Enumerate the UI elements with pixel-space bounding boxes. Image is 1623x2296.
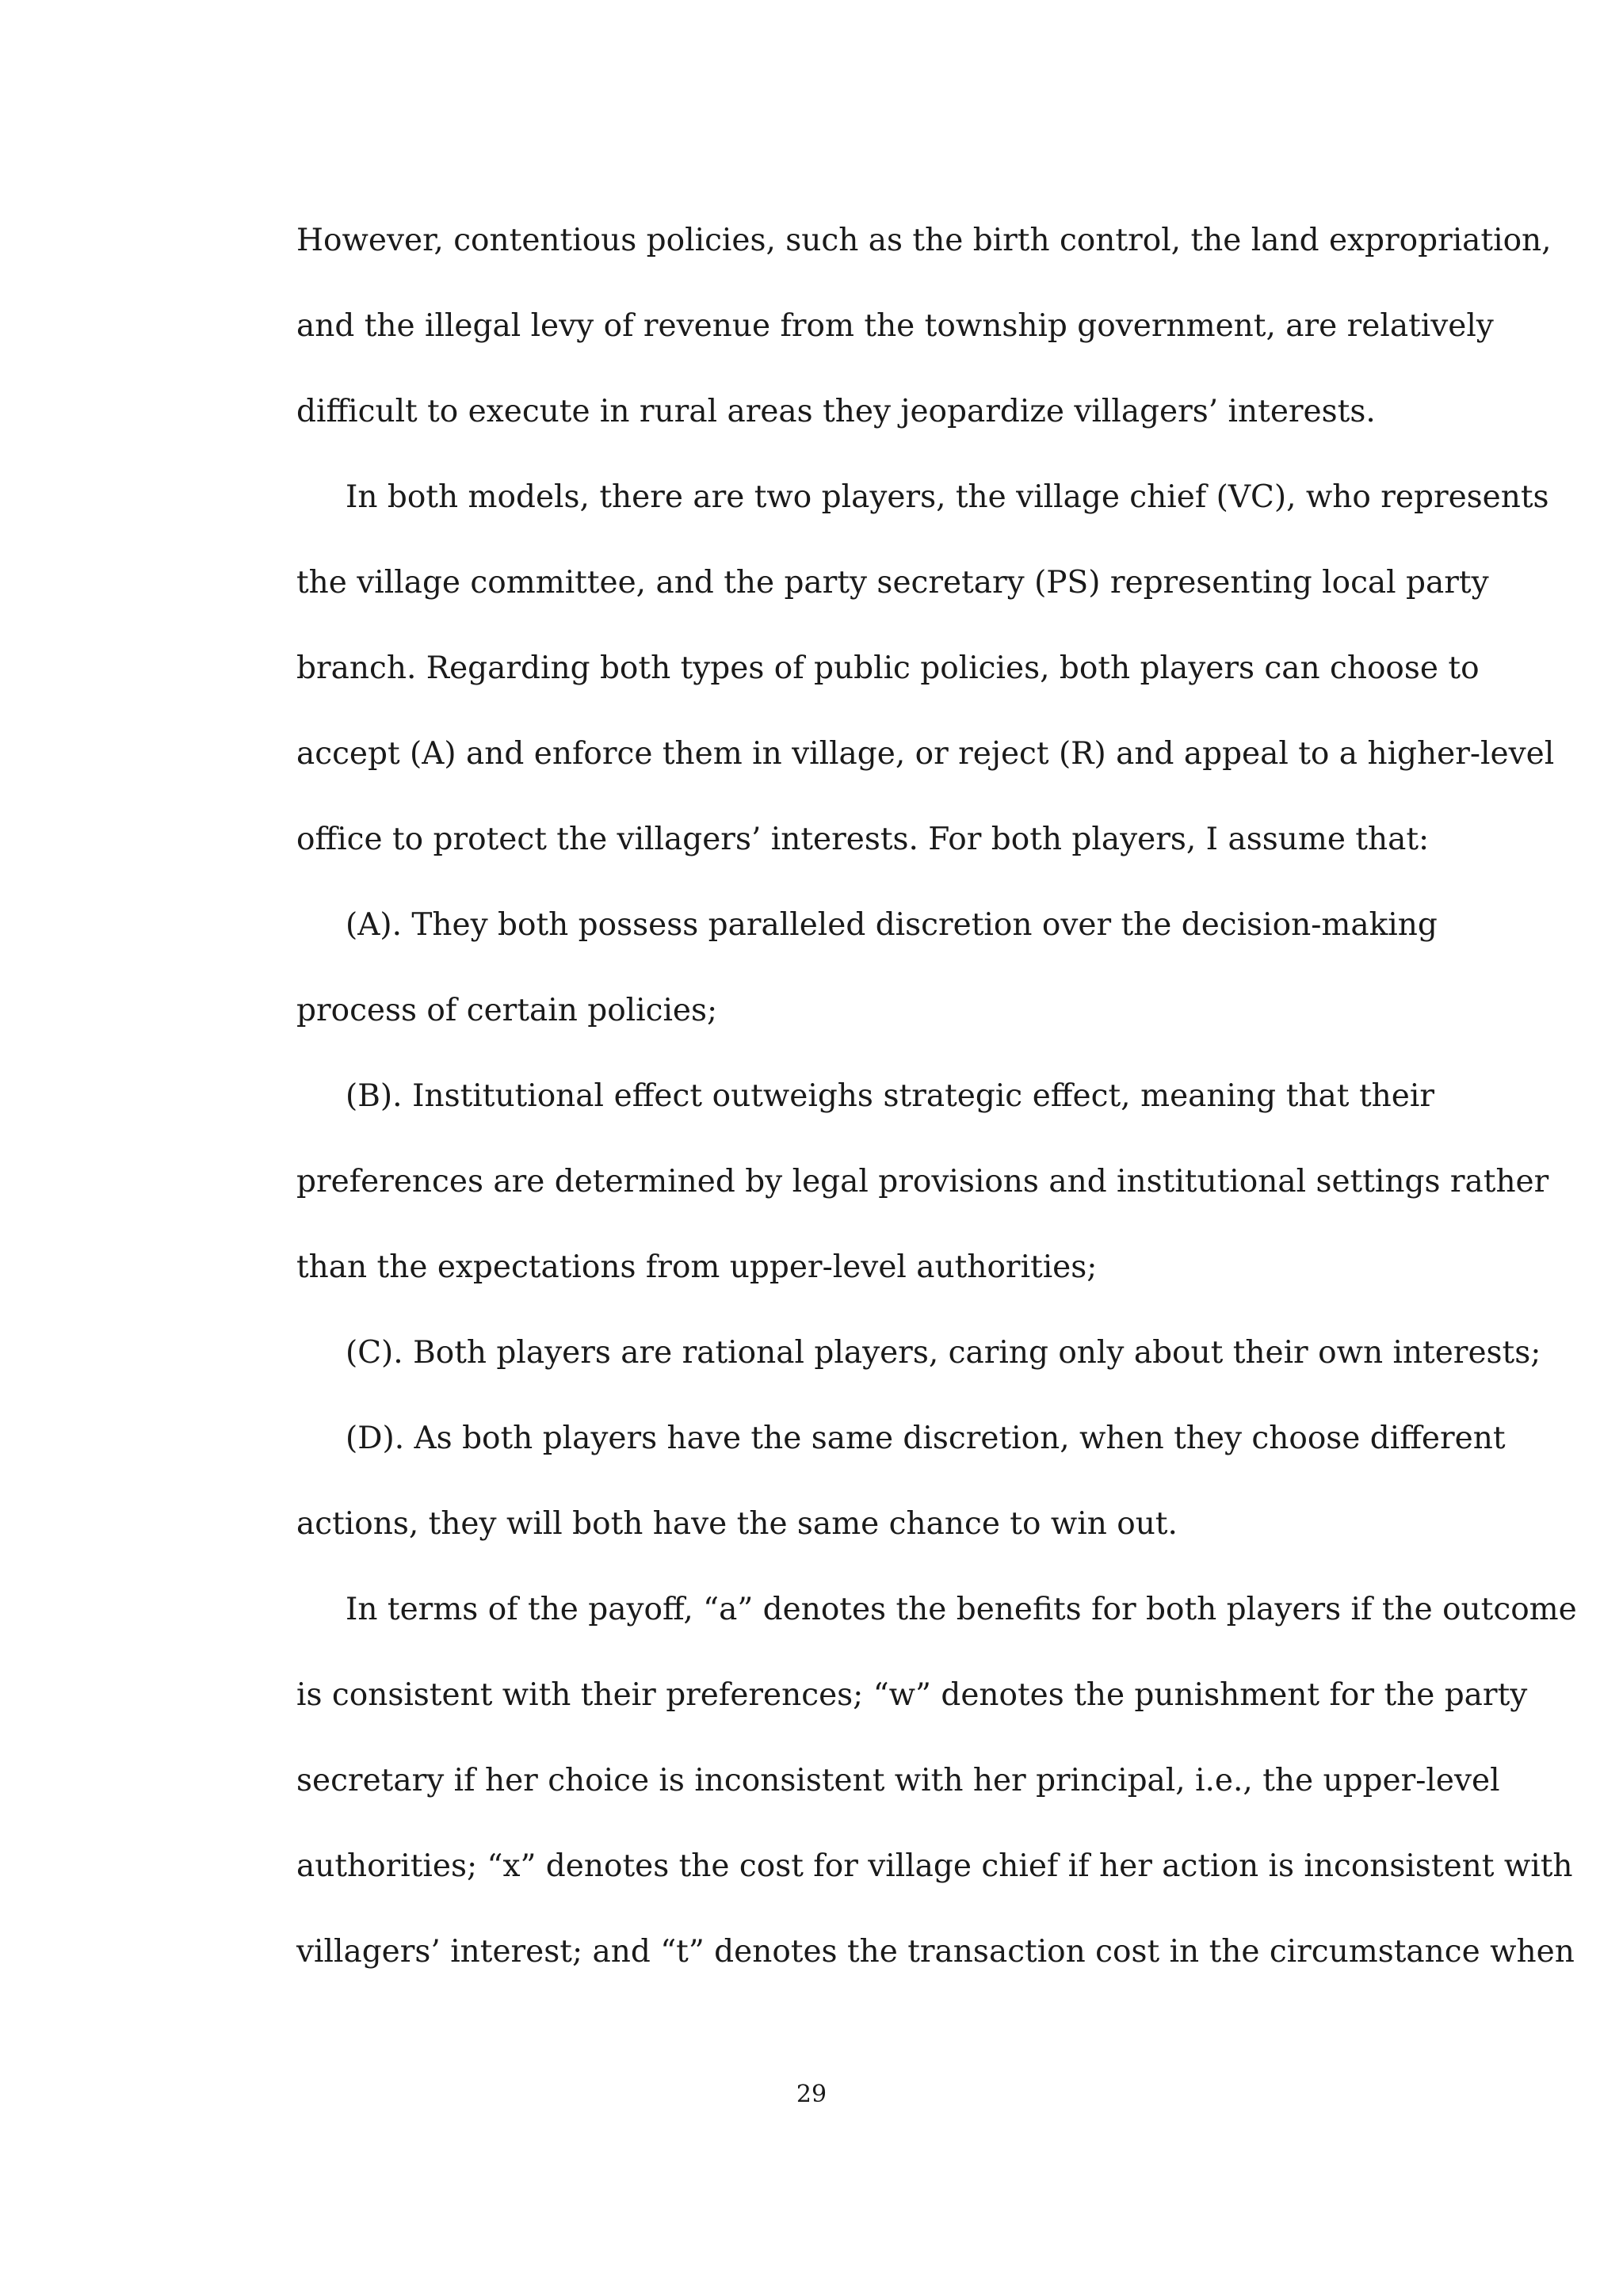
text-line: However, contentious policies, such as the birth control, the land expropriation, [296, 223, 1552, 258]
text-line: authorities; “x” denotes the cost for village chief if her action is inconsistent with [296, 1848, 1573, 1884]
text-line: preferences are determined by legal provisions and institutional settings rather [296, 1164, 1549, 1199]
text-line: secretary if her choice is inconsistent with her principal, i.e., the upper-level [296, 1763, 1500, 1798]
text-line: In terms of the payoff, “a” denotes the benefits for both players if the outcome [346, 1592, 1577, 1627]
text-line: In both models, there are two players, the village chief (VC), who represents [346, 479, 1549, 515]
text-line: process of certain policies; [296, 993, 718, 1028]
text-line: (B). Institutional effect outweighs strategic effect, meaning that their [346, 1078, 1434, 1114]
text-line: is consistent with their preferences; “w” denotes the punishment for the party [296, 1677, 1528, 1713]
text-line: office to protect the villagers’ interests. For both players, I assume that: [296, 822, 1430, 857]
text-line: the village committee, and the party secretary (PS) representing local party [296, 565, 1489, 601]
text-line: actions, they will both have the same chance to win out. [296, 1506, 1178, 1542]
text-line: (C). Both players are rational players, caring only about their own interests; [346, 1335, 1541, 1371]
text-line: difficult to execute in rural areas they jeopardize villagers’ interests. [296, 394, 1376, 429]
text-line: villagers’ interest; and “t” denotes the transaction cost in the circumstance when [296, 1934, 1575, 1970]
text-line: accept (A) and enforce them in village, or reject (R) and appeal to a higher-level [296, 736, 1555, 772]
text-line: (A). They both possess paralleled discretion over the decision-making [346, 907, 1438, 943]
page-number: 29 [796, 2081, 827, 2108]
text-line: (D). As both players have the same discretion, when they choose different [346, 1421, 1506, 1456]
text-line: and the illegal levy of revenue from the township government, are relatively [296, 308, 1494, 344]
text-line: branch. Regarding both types of public policies, both players can choose to [296, 650, 1480, 686]
text-line: than the expectations from upper-level authorities; [296, 1249, 1098, 1285]
